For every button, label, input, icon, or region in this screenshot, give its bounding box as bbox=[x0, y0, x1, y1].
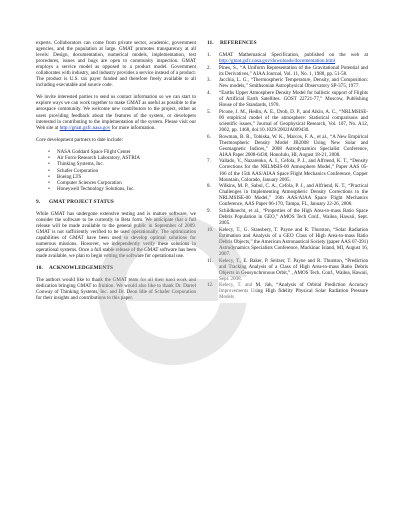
section-title: REFERENCES bbox=[220, 40, 257, 46]
reference-item bbox=[207, 208, 368, 226]
list-item: • Air Force Research Laboratory, ASTRIA bbox=[48, 155, 196, 161]
section-number: 10. bbox=[36, 265, 43, 272]
reference-item bbox=[207, 65, 368, 77]
reference-number: 8. bbox=[207, 183, 211, 190]
reference-text: “Earths Upper Atmosphere Density Model for ballistic support of Flights of Artificial Earth Satellites. GOST 22721-77,” Moscow, Publishing House of the Standards, 1978. bbox=[219, 90, 368, 109]
reference-text: Wilkins, M. P., Sabol, C. A., Cefola, P. J., and Alfriend, K. T., “Practical Challenges in Implementing Atmospheric Density Corrections to the NRLMSISE-00 Model,” 16th AAS/AIAA Space Flight Mechanics Conference, AAS Paper 06-170, Tampa, FL, January 22-26, 2006. bbox=[219, 183, 368, 208]
reference-text: GMAT Mathematical Specification, published on the web at bbox=[219, 52, 368, 59]
reference-number: 6. bbox=[207, 133, 211, 140]
reference-number: 7. bbox=[207, 158, 211, 165]
section-heading-project-status bbox=[36, 199, 196, 205]
list-item: • NASA Goddard Space Flight Center bbox=[48, 149, 196, 155]
section-number: 9. bbox=[36, 198, 41, 205]
section-title: GMAT PROJECT STATUS bbox=[49, 198, 114, 205]
partner-list bbox=[48, 149, 196, 193]
reference-number: 9. bbox=[207, 207, 211, 214]
section-heading-references bbox=[207, 40, 368, 46]
reference-item bbox=[207, 227, 368, 257]
reference-number: 5. bbox=[207, 108, 211, 115]
list-item: • Thinking Systems, Inc. bbox=[48, 161, 196, 167]
acknowledgements-paragraph: The authors would like to thank the GMAT team for all their hard work and dedication bringing GMAT to fruition. We would also like to thank Dr. Darrel Conway of Thinking Systems, Inc. and Dr. Deon Idle of Schafer Corporation for their insights and contributions to this paper. bbox=[36, 277, 196, 302]
section-title: ACKNOWLEDGEMENTS bbox=[49, 265, 113, 272]
reference-text: Schildknecht, et al., “Properties of the High Area-to-mass Ratio Space Debris Population in GEO,” AMOS Tech Conf., Wailea, Hawaii, Sept. 2005. bbox=[219, 207, 368, 227]
reference-number: 3. bbox=[207, 77, 211, 84]
right-column bbox=[207, 40, 368, 301]
reference-number: 1. bbox=[207, 52, 211, 59]
list-item: • Honeywell Technology Solutions, Inc. bbox=[48, 186, 196, 192]
core-dev-intro: Core development partners to date include: bbox=[36, 136, 124, 143]
reference-item bbox=[207, 158, 368, 182]
reference-link[interactable]: http://gmat.gsfc.nasa.gov/downloads/documentation.html bbox=[219, 58, 336, 65]
reference-text: Pines, S., “A Uniform Representation of the Gravitational Potential and its Derivatives,” AIAA Journal, Vol. 11, No. 1, 1988, pp. 51-58. bbox=[219, 64, 368, 77]
reference-number: 4. bbox=[207, 90, 211, 97]
reference-item bbox=[207, 183, 368, 207]
intro-paragraph: experts. Collaborators can come from private sector, academic, government agencies, and the population at large. GMAT promotes transparency at all levels: Design, documentation, numerical models, implementation, test procedures, issues and bugs are open to community inspection. GMAT employs a service model as opposed to a product model. Government collaborates with industry, and industry provides a service instead of a product. The product is U.S. tax payer funded and therefore freely available to all including executable and source code. bbox=[36, 40, 196, 89]
section-number: 11. bbox=[207, 40, 214, 46]
reference-text: Jacchia, L. G., “Thermospheric Temperature, Density, and Composition: New models,” Smithsonian Astrophysical Observatory SP-375, 1977. bbox=[219, 77, 368, 90]
invite-text: We invite interested parties to send us contact information so we can start to explore ways we can work together to make GMAT as useful as possible to the aerospace community. We welcome new contributors to the project, either as users providing feedback about the features of the system, or developers interested in contributing to the implementation of the system. Please visit our Web site at bbox=[36, 94, 196, 131]
reference-item bbox=[207, 282, 368, 300]
reference-item bbox=[207, 52, 368, 64]
reference-number: 2. bbox=[207, 64, 211, 71]
reference-list bbox=[207, 52, 368, 300]
left-column bbox=[36, 40, 196, 307]
reference-text: Kelecy, T. and M. Jah, “Analysis of Orbital Prediction Accuracy Improvements Using High fidelity Physical Solar Radiation Pressure Models bbox=[219, 282, 368, 301]
reference-item bbox=[207, 258, 368, 282]
reference-item bbox=[207, 134, 368, 158]
reference-text: Vallado, V., Nazarenko, A. I., Cefola, P. J., and Alfriend, K. T., “Density Corrections for the NRLMSIS-00 Atmosphere Model,” Paper AAS 05-166 of the 15th AAS/AIAA Space Flight Mechanics Conference, Copper Mountain, Colorado, January 2005. bbox=[219, 158, 368, 183]
reference-text: Kelecy, T., G. Stansbery, T. Payne and R. Thurston, “Solar Radiation Estimation and Analysis of a GEO Class of High Area-to-mass Ratio Debris Objects,” the American Astronautical Society (paper AAS 07-391) Astrodynamics Specialists Conference, Mackinac Island, MI, August 16, 2007. bbox=[219, 226, 368, 257]
gmat-website-link[interactable]: http://gmat.gsfc.nasa.gov bbox=[59, 124, 111, 131]
reference-text: Picone, J. M., Hedin, A. E., Drob, D. P., and Aikin, A. C., “NRLMSISE-00 empirical model of the atmosphere: Statistical comparisons and scientific issues,” Journal of Geophysical Research, Vol. 107, No. A12, 2002, pp. 1468, doi:10.1029/2002JA009430. bbox=[219, 108, 368, 133]
reference-text: Bowman, B. R., Tobiska, W. K., Marcos, F. A., et al., “A New Empirical Thermospheric Density Model JB2008 Using New Solar and Geomagnetic Indices,” 2008 Astrodynamics Specialist Conference, AIAA Paper 2008-6438, Honolulu, HI, August 18-21, 2008. bbox=[219, 133, 368, 158]
reference-text: Kelecy, T., E. Baker, P. Seitzer, T. Payne and R. Thurston, “Prediction and Tracking Analysis of a Class of High Area-to-mass Ratio Debris Objects in Geosynchronous Orbit,” , AMOS Tech. Conf., Wailea, Hawaii, Sept. 2008. bbox=[219, 257, 368, 282]
reference-item bbox=[207, 90, 368, 108]
reference-number: 10. bbox=[207, 226, 214, 233]
invite-paragraph bbox=[36, 94, 196, 130]
reference-item bbox=[207, 109, 368, 133]
section-heading-acknowledgements bbox=[36, 265, 196, 271]
reference-number: 11. bbox=[207, 257, 214, 264]
list-item: • Computer Sciences Corporation bbox=[48, 180, 196, 186]
list-item: • Schafer Corporation bbox=[48, 168, 196, 174]
reference-number: 12. bbox=[207, 282, 214, 289]
list-item: • Boeing LTS bbox=[48, 174, 196, 180]
reference-item bbox=[207, 77, 368, 89]
invite-tail: for more information. bbox=[110, 124, 156, 131]
status-paragraph: While GMAT has undergone extensive testing and is mature software, we consider the software to be currently in Beta form. We anticipate that a full release will be made available to the general public in September of 2009. GMAT is not sufficiently verified to be used operationally. The optimization capabilities of GMAT have been used to develop optimal solutions for numerous missions. However, we independently verify these solutions in operational systems. Once a full stable release of the GMAT software has been made available, we plan to begin vetting the software for operational use. bbox=[36, 210, 196, 260]
